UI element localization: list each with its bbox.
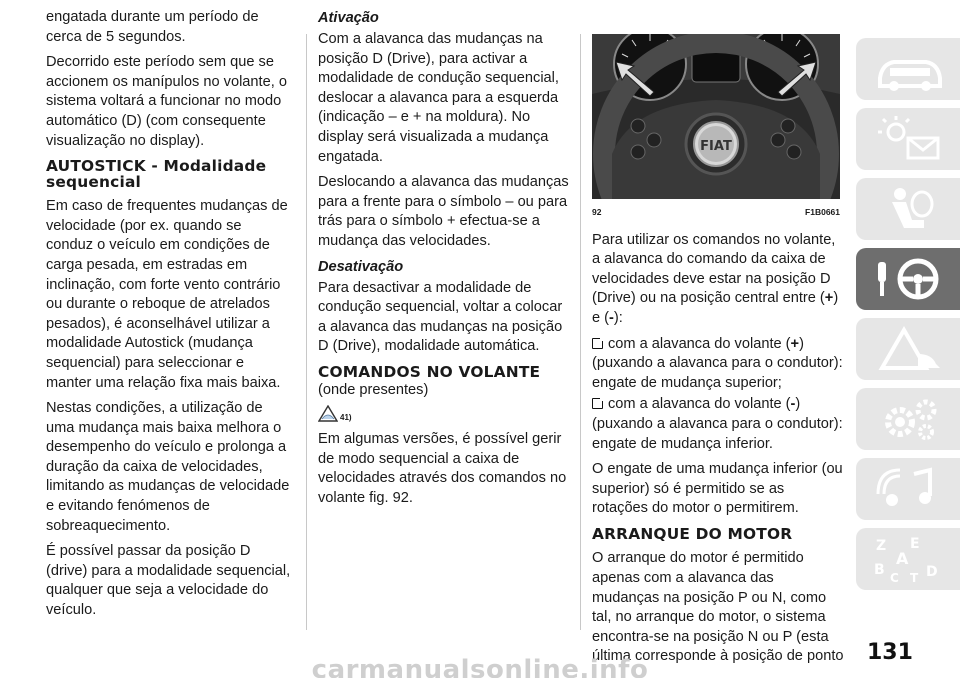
tab-car-dashboard[interactable] <box>856 38 960 100</box>
svg-text:C: C <box>890 571 899 584</box>
tab-starting-driving[interactable] <box>856 248 960 310</box>
svg-text:A: A <box>896 549 909 568</box>
steering-wheel-illustration <box>592 34 840 199</box>
watermark: carmanualsonline.info <box>311 655 649 678</box>
warning-reference-number: 41) <box>340 413 352 422</box>
paragraph: Para desactivar a modalidade de condução sequencial, voltar a colocar a alavanca das mudanças na posição D (Drive), modalidade automática. <box>318 279 563 355</box>
tab-emergency[interactable] <box>856 318 960 380</box>
car-dashboard-icon <box>870 44 950 94</box>
paragraph: engatada durante um período de cerca de 5 segundos. <box>46 9 259 45</box>
paragraph: Em algumas versões, é possível gerir de modo sequencial a caixa de velocidades através dos comandos no volante fig. 92. <box>318 431 567 506</box>
column-1 <box>46 8 292 627</box>
breakdown-warning-triangle-icon <box>870 324 950 374</box>
tab-safety[interactable] <box>856 178 960 240</box>
column-2 <box>318 8 574 514</box>
heading-note: (onde presentes) <box>318 382 429 399</box>
subheading-deactivation: Desativação <box>318 258 404 275</box>
column-separator <box>306 34 307 630</box>
paragraph: O arranque do motor é permitido apenas com a alavanca das mudanças na posição P ou N, como tal, no arranque do motor, o sistema encontra-se na posição N ou P (esta última corresponde à posição de ponto <box>592 550 844 665</box>
paragraph: Nestas condições, a utilização de uma mudança mais baixa melhora o desempenho do veículo e prolonga a duração da caixa de velocidades, limitando as mudanças de velocidade e evitando fenómenos de sobreaquecimento. <box>46 400 290 534</box>
bullet-square-icon <box>592 338 603 349</box>
tab-maintenance[interactable] <box>856 388 960 450</box>
airbag-seat-icon <box>870 184 950 234</box>
figure-steering-wheel <box>592 34 840 199</box>
bullet-square-icon <box>592 398 603 409</box>
paragraph: O engate de uma mudança inferior (ou superior) só é permitido se as rotações do motor o permitirem. <box>592 461 843 517</box>
warning-triangle-icon <box>318 405 338 422</box>
paragraph: Para utilizar os comandos no volante, a alavanca do comando da caixa de velocidades deve estar na posição D (Drive) ou na posição central entre (+) e (-): <box>592 231 839 326</box>
list-item: com a alavanca do volante (-) (puxando a alavanca para o condutor): engate de mudança inferior. <box>592 396 843 452</box>
warning-lights-envelope-icon <box>870 114 950 164</box>
fiat-logo-text: FIAT <box>700 139 732 154</box>
page-number: 131 <box>867 640 913 665</box>
minus-symbol: - <box>609 309 614 326</box>
svg-text:Z: Z <box>876 538 887 554</box>
paragraph: Decorrido este período sem que se accionem os manípulos no volante, o sistema voltará a funcionar no modo automático (D) (com consequente visualização no display). <box>46 54 287 149</box>
svg-text:T: T <box>910 571 919 584</box>
alphabetical-index-icon <box>870 534 950 584</box>
svg-text:E: E <box>910 536 920 552</box>
column-separator <box>580 34 581 630</box>
figure-caption <box>592 203 840 223</box>
paragraph: Em caso de frequentes mudanças de velocidade (por ex. quando se conduz o veículo em condições de carga pesada, em estradas em inclinação, com forte vento contrário ou durante o reboque de atrelados pesados), é aconselhável utilizar a modalidade Autostick (mudança sequencial) para seleccionar e manter uma relação fixa mais baixa. <box>46 198 288 391</box>
section-heading-engine-start: ARRANQUE DO MOTOR <box>592 524 793 543</box>
svg-text:D: D <box>926 564 938 580</box>
multimedia-icon <box>870 464 950 514</box>
tab-index[interactable] <box>856 528 960 590</box>
figure-code: F1B0661 <box>805 207 840 217</box>
warning-reference[interactable] <box>318 405 574 422</box>
column-3 <box>592 34 844 673</box>
section-heading-steering-controls: COMANDOS NO VOLANTE <box>318 362 541 381</box>
tab-multimedia[interactable] <box>856 458 960 520</box>
paragraph: É possível passar da posição D (drive) para a modalidade sequencial, qualquer que seja a velocidade do veículo. <box>46 543 291 619</box>
paragraph: Deslocando a alavanca das mudanças para a frente para o símbolo – ou para trás para o símbolo + efectua-se a mudança das velocidades. <box>318 174 569 249</box>
paragraph: Com a alavanca das mudanças na posição D (Drive), para activar a modalidade de condução sequencial, deslocar a alavanca para a esquerda (indicação – e + na moldura). No display será visualizada a mudança engatada. <box>318 31 559 165</box>
list-item: com a alavanca do volante (+) (puxando a alavanca para o condutor): engate de mudança superior; <box>592 335 843 391</box>
figure-number: 92 <box>592 207 602 217</box>
subheading-activation: Ativação <box>318 10 379 26</box>
minus-symbol: - <box>790 396 796 413</box>
maintenance-gears-icon <box>870 394 950 444</box>
plus-symbol: + <box>790 335 800 352</box>
plus-symbol: + <box>824 290 834 307</box>
section-heading-autostick: AUTOSTICK - Modalidade sequencial <box>46 157 267 191</box>
svg-text:B: B <box>874 562 885 578</box>
key-steering-wheel-icon <box>870 254 950 304</box>
tab-warning-lights[interactable] <box>856 108 960 170</box>
